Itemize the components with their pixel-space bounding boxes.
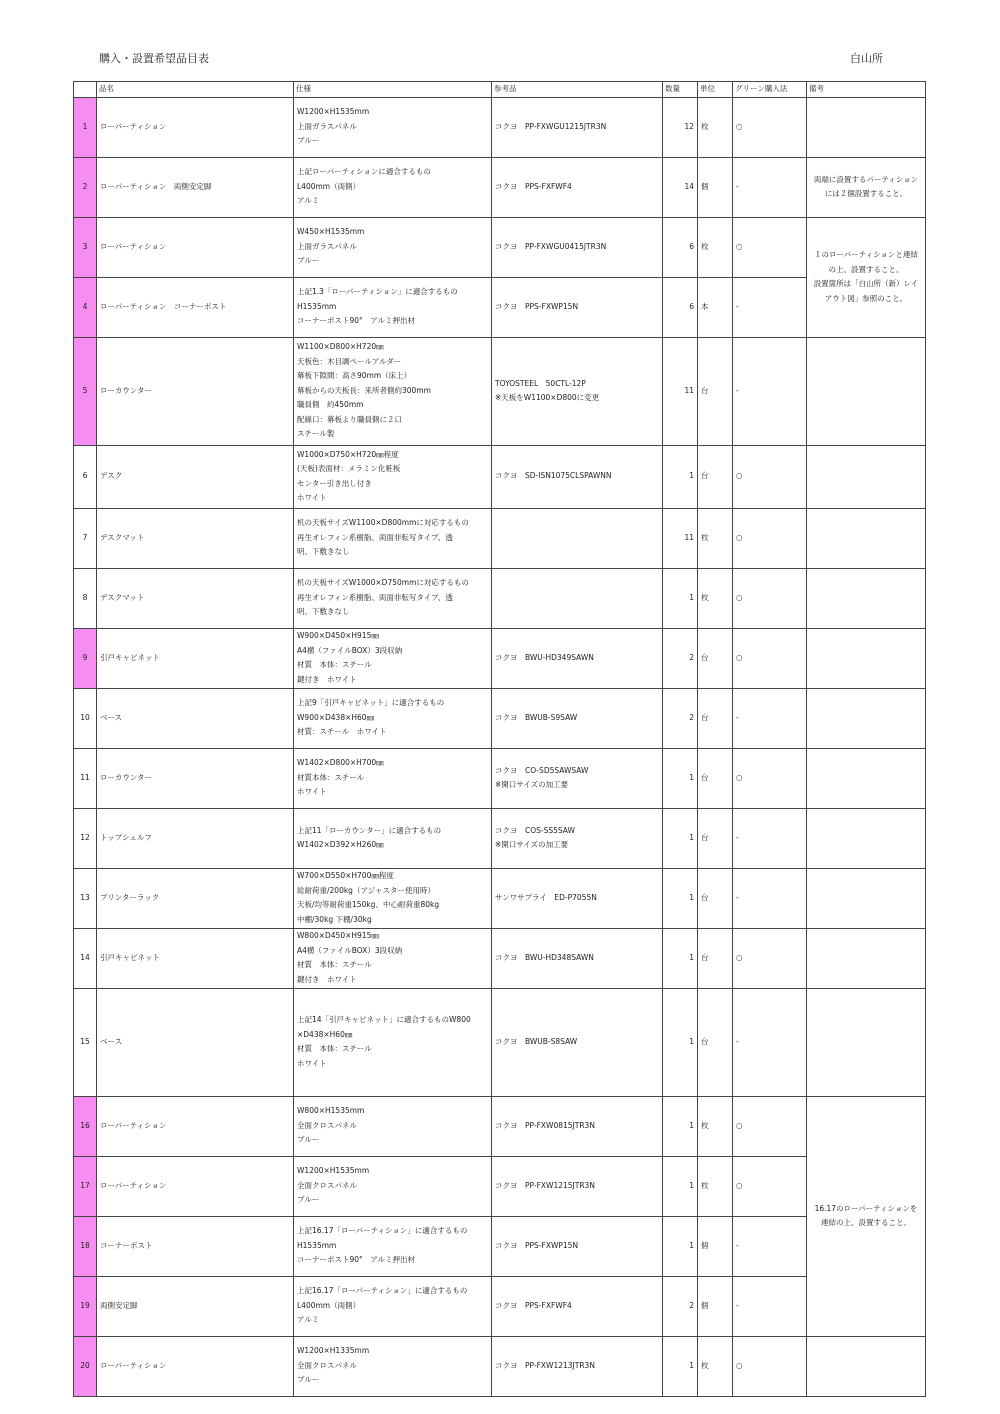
item-reference xyxy=(492,337,663,445)
item-remarks xyxy=(807,157,926,217)
item-reference xyxy=(492,445,663,508)
item-reference xyxy=(492,1336,663,1396)
item-spec-line: W1200×H1535mm xyxy=(297,1166,370,1176)
item-qty: 1 xyxy=(663,808,698,868)
item-name: ローパーティション xyxy=(97,217,294,277)
item-green: - xyxy=(733,868,807,928)
item-unit: 枚 xyxy=(698,1096,733,1156)
item-name: ローパーティション 両側安定脚 xyxy=(97,157,294,217)
item-unit: 台 xyxy=(698,808,733,868)
table-row xyxy=(74,748,926,808)
item-green: ○ xyxy=(733,628,807,688)
item-spec-line: W1402×D392×H260㎜ xyxy=(297,840,384,849)
item-reference-line: コクヨ PPS-FXWP15N xyxy=(495,1240,579,1250)
item-spec-line: 明、下敷きなし xyxy=(297,547,350,557)
item-spec-line: 机の天板サイズW1000×D750mmに対応するもの xyxy=(297,578,469,588)
item-remarks-line: １のローパーティションと連結 xyxy=(814,250,918,259)
item-name: ローカウンター xyxy=(97,748,294,808)
row-number: 5 xyxy=(74,337,97,445)
item-spec-line: 上記1.3「ローパーティション」に適合するもの xyxy=(297,287,458,297)
item-qty: 1 xyxy=(663,1216,698,1276)
item-spec-line: 上面ガラスパネル xyxy=(297,241,357,251)
item-reference-line: ※開口サイズの加工要 xyxy=(495,840,569,849)
item-spec-line: 幕板からの天板長：来所者側約300mm xyxy=(297,385,431,395)
table-row xyxy=(74,157,926,217)
office-name: 白山所 xyxy=(850,52,883,65)
item-qty: 14 xyxy=(663,157,698,217)
item-spec-line: センター引き出し付き xyxy=(297,478,372,488)
item-reference xyxy=(492,868,663,928)
item-spec xyxy=(294,988,492,1096)
item-unit: 台 xyxy=(698,868,733,928)
item-spec-line: W450×H1535mm xyxy=(297,227,365,237)
item-spec-line: W700×D550×H700㎜程度 xyxy=(297,871,394,880)
item-remarks-line: 両端に設置するパーティション xyxy=(813,174,919,184)
item-spec xyxy=(294,1096,492,1156)
item-reference xyxy=(492,97,663,157)
item-spec-line: 鍵付き ホワイト xyxy=(297,974,357,984)
table-body xyxy=(74,97,926,1396)
item-unit: 台 xyxy=(698,688,733,748)
item-spec-line: 再生オレフィン系樹脂、両面非転写タイプ、透 xyxy=(297,592,453,602)
table-row xyxy=(74,277,926,337)
item-reference-line: コクヨ PPS-FXWP15N xyxy=(495,301,579,311)
item-name: 引戸キャビネット xyxy=(97,928,294,988)
item-remarks xyxy=(807,748,926,808)
item-spec-line: W1200×H1535mm xyxy=(297,107,370,117)
item-spec-line: 幕板下隙間：高さ90mm（床上） xyxy=(297,371,412,381)
item-name: ローパーティション xyxy=(97,1156,294,1216)
table-row xyxy=(74,988,926,1096)
item-spec-line: コーナーポスト90° アルミ押出材 xyxy=(297,316,415,326)
item-spec-line: スチール製 xyxy=(297,429,335,439)
item-unit: 個 xyxy=(698,1216,733,1276)
item-name: ローカウンター xyxy=(97,337,294,445)
item-remarks-line: には２個設置すること。 xyxy=(824,189,908,198)
item-unit: 枚 xyxy=(698,1336,733,1396)
item-qty: 1 xyxy=(663,928,698,988)
row-number: 7 xyxy=(74,508,97,568)
item-spec xyxy=(294,1156,492,1216)
item-reference xyxy=(492,1156,663,1216)
header-name: 品名 xyxy=(97,82,294,98)
item-green: ○ xyxy=(733,928,807,988)
item-reference-line: コクヨ PPS-FXFWF4 xyxy=(495,181,572,191)
item-spec-line: 上記9「引戸キャビネット」に適合するもの xyxy=(297,698,445,708)
table-row xyxy=(74,445,926,508)
table-header-row xyxy=(74,82,926,98)
item-green: - xyxy=(733,1216,807,1276)
item-reference xyxy=(492,508,663,568)
item-reference xyxy=(492,1276,663,1336)
items-table xyxy=(73,81,926,1397)
item-green: ○ xyxy=(733,217,807,277)
item-spec-line: 天板色：木目調ペールアルダー xyxy=(297,356,402,366)
item-qty: 1 xyxy=(663,568,698,628)
item-spec xyxy=(294,277,492,337)
item-name: 引戸キャビネット xyxy=(97,628,294,688)
item-spec-line: 中棚/30kg 下棚/30kg xyxy=(297,914,372,924)
item-spec-line: 職員側 約450mm xyxy=(297,400,364,410)
item-qty: 11 xyxy=(663,337,698,445)
row-number: 2 xyxy=(74,157,97,217)
item-green: ○ xyxy=(733,1096,807,1156)
item-qty: 1 xyxy=(663,988,698,1096)
item-remarks-line: 16.17のローパーティションを xyxy=(814,1203,918,1213)
table-row xyxy=(74,628,926,688)
item-spec-line: 材質：スチール ホワイト xyxy=(297,727,387,737)
item-spec-line: W900×D450×H915㎜ xyxy=(297,631,379,640)
header-qty: 数量 xyxy=(663,82,698,98)
item-spec xyxy=(294,568,492,628)
header-reference: 参考品 xyxy=(492,82,663,98)
item-spec-line: 全面クロスパネル xyxy=(297,1180,357,1190)
item-remarks xyxy=(807,628,926,688)
item-unit: 枚 xyxy=(698,568,733,628)
item-remarks xyxy=(807,688,926,748)
item-name: 両側安定脚 xyxy=(97,1276,294,1336)
item-spec-line: W800×D450×H915㎜ xyxy=(297,931,379,940)
table-row xyxy=(74,217,926,277)
item-remarks-line: 設置箇所は「白山所（新）レイ xyxy=(813,279,919,288)
item-reference xyxy=(492,157,663,217)
row-number: 18 xyxy=(74,1216,97,1276)
item-spec xyxy=(294,1336,492,1396)
row-number: 8 xyxy=(74,568,97,628)
item-reference xyxy=(492,988,663,1096)
table-row xyxy=(74,688,926,748)
table-row xyxy=(74,1156,926,1216)
item-spec-line: W800×H1535mm xyxy=(297,1106,365,1116)
item-spec-line: 上記16.17「ローパーティション」に適合するもの xyxy=(297,1286,468,1296)
item-unit: 台 xyxy=(698,445,733,508)
item-green: ○ xyxy=(733,748,807,808)
item-spec-line: 材質 本体：スチール xyxy=(297,960,372,969)
item-qty: 1 xyxy=(663,748,698,808)
item-spec-line: ホワイト xyxy=(297,493,327,502)
item-spec xyxy=(294,808,492,868)
table-row xyxy=(74,97,926,157)
item-spec-line: ホワイト xyxy=(297,787,327,797)
item-reference-line: コクヨ PP-FXW0815JTR3N xyxy=(495,1120,595,1130)
item-reference-line: コクヨ BWUB-S8SAW xyxy=(495,1036,578,1046)
row-number: 15 xyxy=(74,988,97,1096)
item-spec-line: 明、下敷きなし xyxy=(297,607,350,617)
item-spec-line: W1000×D750×H720㎜程度 xyxy=(297,449,399,459)
item-spec xyxy=(294,628,492,688)
item-spec-line: 全面クロスパネル xyxy=(297,1360,357,1370)
item-spec-line: W1402×D800×H700㎜ xyxy=(297,758,384,768)
item-name: ローパーティション コーナーポスト xyxy=(97,277,294,337)
item-reference xyxy=(492,688,663,748)
item-remarks xyxy=(807,808,926,868)
item-spec-line: 配線口：幕板より職員側に２口 xyxy=(297,414,402,424)
item-reference-line: コクヨ PPS-FXFWF4 xyxy=(495,1300,572,1310)
item-spec-line: 机の天板サイズW1100×D800mmに対応するもの xyxy=(297,518,469,528)
item-spec-line: H1535mm xyxy=(297,1240,337,1250)
row-number: 16 xyxy=(74,1096,97,1156)
item-remarks xyxy=(807,1096,926,1336)
item-spec xyxy=(294,748,492,808)
item-name: ベース xyxy=(97,688,294,748)
item-qty: 6 xyxy=(663,277,698,337)
item-unit: 本 xyxy=(698,277,733,337)
table-row xyxy=(74,568,926,628)
item-green: ○ xyxy=(733,97,807,157)
item-spec-line: ブルー xyxy=(297,136,320,146)
item-spec xyxy=(294,928,492,988)
item-spec-line: 材質 本体：スチール xyxy=(297,660,372,669)
row-number: 6 xyxy=(74,445,97,508)
item-unit: 枚 xyxy=(698,217,733,277)
item-remarks xyxy=(807,508,926,568)
row-number: 4 xyxy=(74,277,97,337)
item-qty: 11 xyxy=(663,508,698,568)
item-name: デスクマット xyxy=(97,568,294,628)
item-reference-line: コクヨ CO-SD5SAWSAW xyxy=(495,765,589,775)
item-reference-line: ※開口サイズの加工要 xyxy=(495,780,569,789)
row-number: 9 xyxy=(74,628,97,688)
item-unit: 枚 xyxy=(698,508,733,568)
row-number: 20 xyxy=(74,1336,97,1396)
item-unit: 個 xyxy=(698,157,733,217)
item-reference xyxy=(492,1216,663,1276)
item-spec-line: W1100×D800×H720㎜ xyxy=(297,342,384,352)
header-unit: 単位 xyxy=(698,82,733,98)
item-reference xyxy=(492,568,663,628)
item-spec-line: A4横（ファイルBOX）3段収納 xyxy=(297,945,403,955)
item-reference-line: TOYOSTEEL 50CTL-12P xyxy=(495,378,586,388)
item-spec xyxy=(294,1216,492,1276)
row-number: 11 xyxy=(74,748,97,808)
item-green: - xyxy=(733,808,807,868)
item-unit: 台 xyxy=(698,628,733,688)
header-green: グリーン購入法 xyxy=(733,82,807,98)
item-green: - xyxy=(733,337,807,445)
item-unit: 台 xyxy=(698,337,733,445)
item-green: ○ xyxy=(733,1156,807,1216)
item-reference-line: コクヨ PP-FXWGU1215JTR3N xyxy=(495,121,607,131)
document-title: 購入・設置希望品目表 xyxy=(99,52,209,65)
item-reference-line: コクヨ COS-SS5SAW xyxy=(495,825,575,835)
item-qty: 1 xyxy=(663,1156,698,1216)
item-reference xyxy=(492,928,663,988)
item-qty: 2 xyxy=(663,1276,698,1336)
item-reference-line: コクヨ SD-ISN1075CLSPAWNN xyxy=(495,471,612,481)
item-reference-line: コクヨ BWUB-S9SAW xyxy=(495,712,578,722)
item-spec-line: ブルー xyxy=(297,256,320,266)
row-number: 17 xyxy=(74,1156,97,1216)
item-green: - xyxy=(733,1276,807,1336)
item-spec-line: 総耐荷重/200kg（アジャスター使用時） xyxy=(297,885,435,895)
item-spec-line: ×D438×H60㎜ xyxy=(297,1029,353,1039)
item-spec-line: L400mm（両側） xyxy=(297,1300,361,1310)
item-unit: 枚 xyxy=(698,1156,733,1216)
item-name: コーナーポスト xyxy=(97,1216,294,1276)
row-number: 13 xyxy=(74,868,97,928)
item-qty: 1 xyxy=(663,445,698,508)
table-row xyxy=(74,1216,926,1276)
item-spec-line: W900×D438×H60㎜ xyxy=(297,712,375,722)
item-spec-line: W1200×H1335mm xyxy=(297,1346,370,1356)
item-remarks xyxy=(807,868,926,928)
item-spec-line: ブルー xyxy=(297,1195,320,1205)
item-remarks xyxy=(807,97,926,157)
item-green: - xyxy=(733,277,807,337)
item-reference xyxy=(492,277,663,337)
item-qty: 2 xyxy=(663,688,698,748)
table-row xyxy=(74,337,926,445)
item-spec xyxy=(294,868,492,928)
item-name: ローパーティション xyxy=(97,1096,294,1156)
item-spec-line: 全面クロスパネル xyxy=(297,1120,357,1130)
item-name: トップシェルフ xyxy=(97,808,294,868)
header-remarks: 備考 xyxy=(807,82,926,98)
item-green: ○ xyxy=(733,445,807,508)
table-row xyxy=(74,808,926,868)
item-reference-line: サンワサプライ ED-P7055N xyxy=(495,892,597,902)
item-spec xyxy=(294,217,492,277)
item-qty: 12 xyxy=(663,97,698,157)
item-spec-line: A4横（ファイルBOX）3段収納 xyxy=(297,645,403,655)
item-reference-line: コクヨ PP-FXWGU0415JTR3N xyxy=(495,241,607,251)
item-spec-line: ブルー xyxy=(297,1135,320,1145)
item-reference xyxy=(492,1096,663,1156)
item-reference-line: コクヨ BWU-HD348SAWN xyxy=(495,952,594,962)
item-qty: 1 xyxy=(663,868,698,928)
item-remarks xyxy=(807,337,926,445)
item-spec-line: アルミ xyxy=(297,196,320,206)
item-spec xyxy=(294,157,492,217)
item-spec-line: (天板)表面材：メラミン化粧板 xyxy=(297,464,401,473)
item-name: デスクマット xyxy=(97,508,294,568)
item-remarks xyxy=(807,1336,926,1396)
item-unit: 台 xyxy=(698,748,733,808)
item-spec-line: L400mm（両側） xyxy=(297,181,361,191)
table-row xyxy=(74,1276,926,1336)
item-unit: 台 xyxy=(698,928,733,988)
item-spec-line: コーナーポスト90° アルミ押出材 xyxy=(297,1255,415,1265)
item-name: ローパーティション xyxy=(97,97,294,157)
item-name: ローパーティション xyxy=(97,1336,294,1396)
item-reference-line: コクヨ BWU-HD349SAWN xyxy=(495,652,594,662)
item-spec-line: 上面ガラスパネル xyxy=(297,121,357,131)
item-spec-line: 上記16.17「ローパーティション」に適合するもの xyxy=(297,1226,468,1236)
item-spec-line: ホワイト xyxy=(297,1058,327,1068)
table-row xyxy=(74,868,926,928)
item-green: - xyxy=(733,157,807,217)
item-spec-line: アルミ xyxy=(297,1315,320,1325)
item-unit: 台 xyxy=(698,988,733,1096)
item-spec-line: 再生オレフィン系樹脂、両面非転写タイプ、透 xyxy=(297,532,453,542)
item-spec xyxy=(294,1276,492,1336)
item-green: ○ xyxy=(733,508,807,568)
item-name: デスク xyxy=(97,445,294,508)
item-reference-line: コクヨ PP-FXW1213JTR3N xyxy=(495,1360,595,1370)
item-reference-line: ※天板をW1100×D800に変更 xyxy=(495,393,600,402)
row-number: 14 xyxy=(74,928,97,988)
item-reference xyxy=(492,748,663,808)
item-spec-line: ブルー xyxy=(297,1375,320,1385)
item-name: ベース xyxy=(97,988,294,1096)
item-green: ○ xyxy=(733,568,807,628)
item-green: ○ xyxy=(733,1336,807,1396)
item-spec xyxy=(294,337,492,445)
item-remarks xyxy=(807,988,926,1096)
item-remarks-line: アウト図」参照のこと。 xyxy=(824,293,908,303)
header-no xyxy=(74,82,97,98)
item-spec-line: 鍵付き ホワイト xyxy=(297,674,357,684)
item-spec xyxy=(294,688,492,748)
item-green: - xyxy=(733,988,807,1096)
item-remarks xyxy=(807,928,926,988)
item-spec-line: 上記11「ローカウンター」に適合するもの xyxy=(297,825,442,835)
item-spec xyxy=(294,97,492,157)
item-remarks xyxy=(807,445,926,508)
item-qty: 2 xyxy=(663,628,698,688)
table-row xyxy=(74,1096,926,1156)
item-reference-line: コクヨ PP-FXW1215JTR3N xyxy=(495,1180,595,1190)
table-row xyxy=(74,1336,926,1396)
item-green: - xyxy=(733,688,807,748)
item-qty: 1 xyxy=(663,1096,698,1156)
item-unit: 枚 xyxy=(698,97,733,157)
table-row xyxy=(74,928,926,988)
row-number: 1 xyxy=(74,97,97,157)
item-reference xyxy=(492,628,663,688)
item-spec-line: 上記14「引戸キャビネット」に適合するものW800 xyxy=(297,1015,471,1024)
header-spec: 仕様 xyxy=(294,82,492,98)
item-remarks-line: の上、設置すること。 xyxy=(828,264,904,274)
item-unit: 個 xyxy=(698,1276,733,1336)
item-qty: 1 xyxy=(663,1336,698,1396)
item-spec-line: H1535mm xyxy=(297,301,337,311)
table-row xyxy=(74,508,926,568)
item-qty: 6 xyxy=(663,217,698,277)
item-remarks xyxy=(807,217,926,337)
item-remarks-line: 連結の上、設置すること。 xyxy=(821,1218,911,1227)
row-number: 12 xyxy=(74,808,97,868)
item-reference xyxy=(492,217,663,277)
row-number: 3 xyxy=(74,217,97,277)
row-number: 19 xyxy=(74,1276,97,1336)
item-spec xyxy=(294,445,492,508)
item-spec xyxy=(294,508,492,568)
item-spec-line: 材質本体：スチール xyxy=(297,772,365,782)
item-reference xyxy=(492,808,663,868)
item-spec-line: 天板/均等耐荷重150kg、中心耐荷重80kg xyxy=(297,900,440,909)
item-remarks xyxy=(807,568,926,628)
item-spec-line: 上記ローパーティションに適合するもの xyxy=(297,167,431,177)
item-name: プリンターラック xyxy=(97,868,294,928)
item-spec-line: 材質 本体：スチール xyxy=(297,1044,372,1053)
row-number: 10 xyxy=(74,688,97,748)
